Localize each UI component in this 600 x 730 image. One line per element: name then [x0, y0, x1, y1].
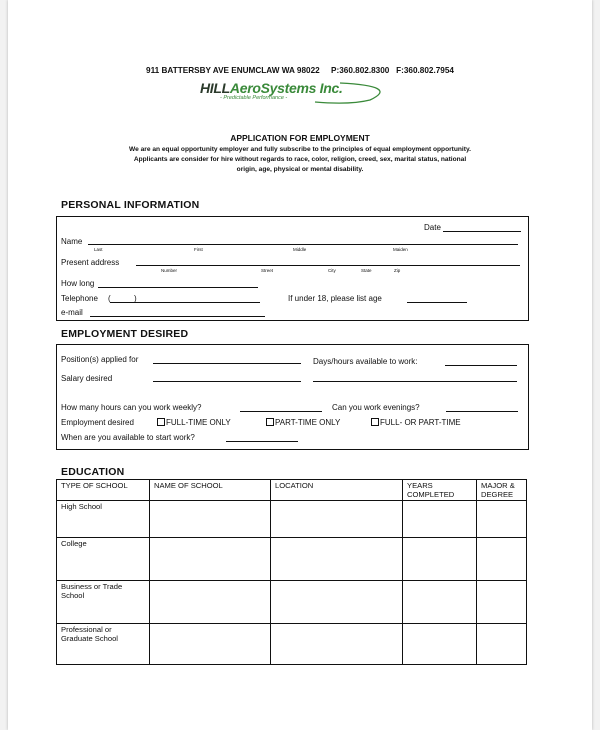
telephone-close-paren: ): [134, 294, 137, 303]
full-or-part-time-checkbox[interactable]: [371, 418, 379, 426]
form-title: APPLICATION FOR EMPLOYMENT: [230, 133, 370, 143]
col-type-of-school: TYPE OF SCHOOL: [57, 480, 150, 501]
col-name-of-school: NAME OF SCHOOL: [150, 480, 271, 501]
address-label: Present address: [61, 258, 120, 267]
positions-field[interactable]: [153, 363, 301, 364]
name-label: Name: [61, 237, 83, 246]
hours-weekly-field[interactable]: [240, 411, 322, 412]
evenings-label: Can you work evenings?: [332, 403, 420, 412]
table-cell[interactable]: [150, 624, 271, 665]
col-years-completed: YEARS COMPLETED: [403, 480, 477, 501]
row-label-college: College: [57, 538, 150, 581]
under18-label: If under 18, please list age: [288, 294, 382, 303]
col-location: LOCATION: [271, 480, 403, 501]
evenings-field[interactable]: [446, 411, 518, 412]
hours-weekly-label: How many hours can you work weekly?: [61, 403, 202, 412]
table-cell[interactable]: [271, 538, 403, 581]
table-cell[interactable]: [150, 501, 271, 538]
table-cell[interactable]: [477, 624, 527, 665]
name-middle-caption: Middle: [293, 247, 307, 252]
name-last-caption: Last: [94, 247, 103, 252]
email-label: e-mail: [61, 308, 83, 317]
telephone-open-paren: (: [108, 294, 111, 303]
company-address: 911 BATTERSBY AVE ENUMCLAW WA 98022 P:360.802.8300 F:360.802.7954: [146, 66, 454, 75]
row-label-high-school: High School: [57, 501, 150, 538]
date-field[interactable]: [443, 231, 521, 232]
start-date-label: When are you available to start work?: [61, 433, 195, 442]
salary-field[interactable]: [153, 381, 301, 382]
table-cell[interactable]: [150, 538, 271, 581]
table-cell[interactable]: [403, 581, 477, 624]
option-part-time[interactable]: PART-TIME ONLY: [266, 418, 340, 427]
address-street-caption: Street: [261, 268, 274, 273]
logo-name-b: AeroSystems Inc.: [229, 80, 343, 96]
address-field[interactable]: [136, 265, 520, 266]
how-long-field[interactable]: [98, 287, 258, 288]
telephone-label: Telephone: [61, 294, 98, 303]
education-header-row: [57, 480, 527, 501]
days-hours-field-2[interactable]: [313, 381, 517, 382]
salary-label: Salary desired: [61, 374, 113, 383]
how-long-label: How long: [61, 279, 95, 288]
start-date-field[interactable]: [226, 441, 298, 442]
employment-desired-label: Employment desired: [61, 418, 134, 427]
address-city-caption: City: [328, 268, 336, 273]
table-cell[interactable]: [271, 624, 403, 665]
intro-text: We are an equal opportunity employer and fully subscribe to the principles of equal employment opportunity. Applicants are consider for hire without regards to race, color, religion, creed, sex, marital status, national origin, age, physical or mental disability.: [129, 146, 471, 173]
telephone-field[interactable]: [110, 302, 260, 303]
col-major-degree: MAJOR & DEGREE: [477, 480, 527, 501]
table-cell[interactable]: [477, 581, 527, 624]
name-maiden-caption: Maiden: [393, 247, 408, 252]
logo-name-a: HILL: [200, 80, 230, 96]
name-first-caption: First: [194, 247, 203, 252]
row-label-business-trade-school: Business or Trade School: [57, 581, 150, 624]
email-field[interactable]: [90, 316, 265, 317]
address-zip-caption: Zip: [394, 268, 401, 273]
personal-info-heading: PERSONAL INFORMATION: [61, 199, 200, 211]
part-time-checkbox[interactable]: [266, 418, 274, 426]
days-hours-field[interactable]: [445, 365, 517, 366]
education-table: [56, 479, 527, 665]
table-row: [57, 538, 527, 581]
table-cell[interactable]: [403, 624, 477, 665]
option-full-or-part-time[interactable]: FULL- OR PART-TIME: [371, 418, 461, 427]
row-label-professional-graduate-school: Professional or Graduate School: [57, 624, 150, 665]
table-cell[interactable]: [150, 581, 271, 624]
company-logo: [200, 80, 400, 102]
address-number-caption: Number: [161, 268, 178, 273]
table-row: [57, 581, 527, 624]
address-state-caption: State: [361, 268, 372, 273]
employment-heading: EMPLOYMENT DESIRED: [61, 328, 189, 340]
table-cell[interactable]: [271, 501, 403, 538]
under18-age-field[interactable]: [407, 302, 467, 303]
full-time-checkbox[interactable]: [157, 418, 165, 426]
date-label: Date: [424, 223, 441, 232]
positions-label: Position(s) applied for: [61, 355, 139, 364]
application-form-page: [8, 0, 592, 730]
name-field[interactable]: [88, 244, 518, 245]
table-row: [57, 501, 527, 538]
education-heading: EDUCATION: [61, 466, 125, 478]
logo-tagline: - Predictable Performance -: [220, 95, 288, 101]
table-cell[interactable]: [403, 538, 477, 581]
table-row: [57, 624, 527, 665]
option-full-time[interactable]: FULL-TIME ONLY: [157, 418, 231, 427]
table-cell[interactable]: [477, 501, 527, 538]
table-cell[interactable]: [477, 538, 527, 581]
days-hours-label: Days/hours available to work:: [313, 357, 418, 366]
table-cell[interactable]: [271, 581, 403, 624]
table-cell[interactable]: [403, 501, 477, 538]
